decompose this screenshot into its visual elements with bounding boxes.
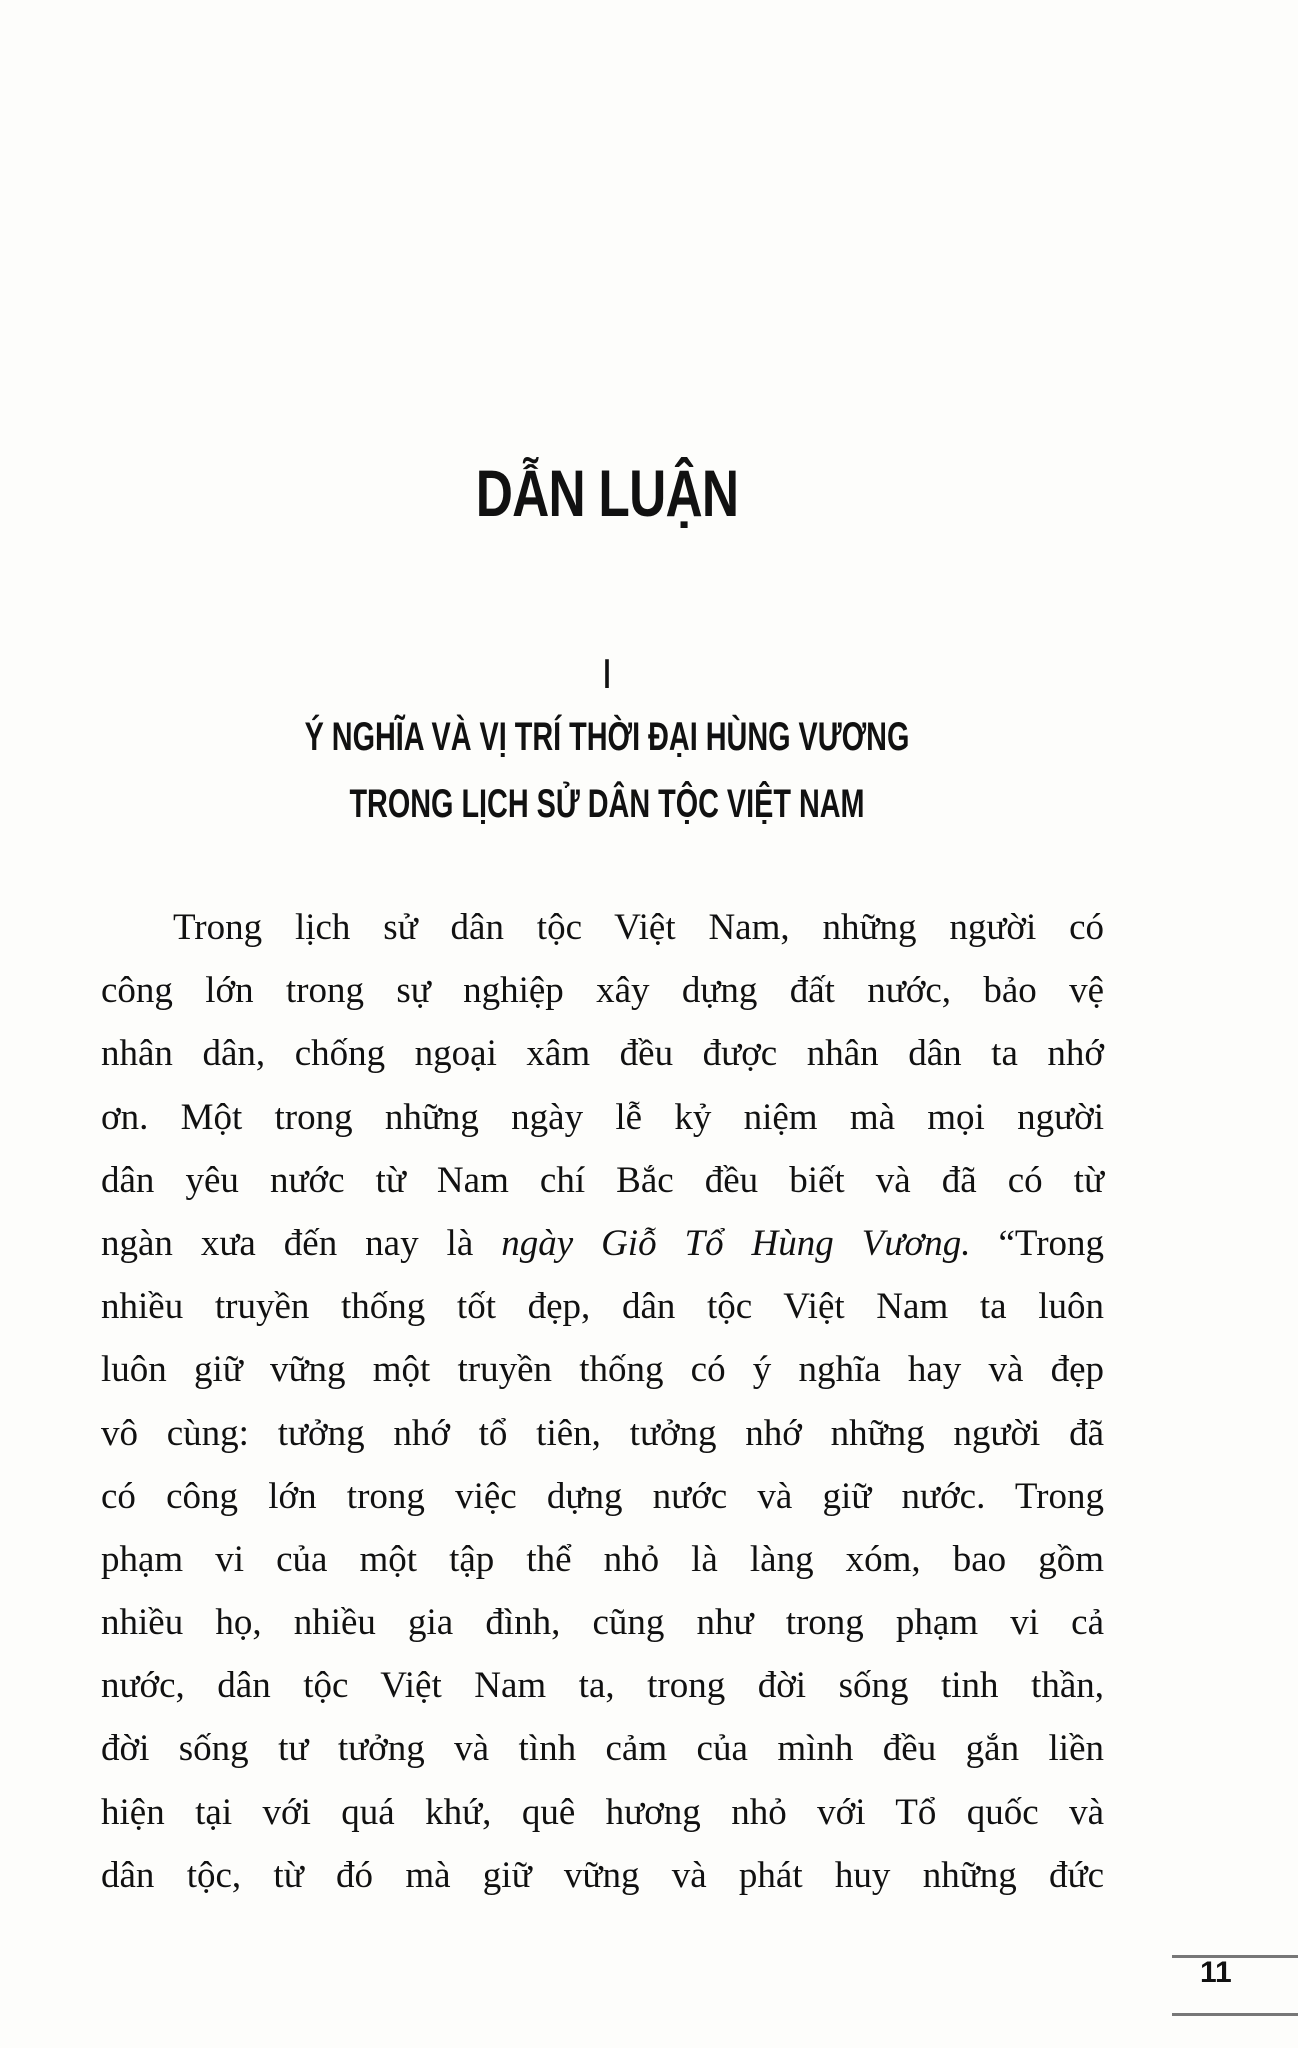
chapter-title: DẪN LUẬN [475, 456, 739, 530]
text-line: phạm vi của một tập thể nhỏ là làng xóm, bao gồm [101, 1538, 1104, 1580]
text-line: nước, dân tộc Việt Nam ta, trong đời sống tinh thần, [101, 1665, 1104, 1707]
text-line: luôn giữ vững một truyền thống có ý nghĩa hay và đẹp [101, 1349, 1104, 1391]
text-line: hiện tại với quá khứ, quê hương nhỏ với Tổ quốc và [101, 1791, 1104, 1833]
text-line: nhiều họ, nhiều gia đình, cũng như trong phạm vi cả [101, 1602, 1104, 1644]
text-line: nhiều truyền thống tốt đẹp, dân tộc Việt Nam ta luôn [101, 1286, 1104, 1328]
text-line: vô cùng: tưởng nhớ tổ tiên, tưởng nhớ những người đã [101, 1412, 1104, 1454]
section-heading-line-1: Ý NGHĨA VÀ VỊ TRÍ THỜI ĐẠI HÙNG VƯƠNG [304, 715, 910, 759]
page-number: 11 [1200, 1956, 1232, 1989]
text-line: dân tộc, từ đó mà giữ vững và phát huy những đức [101, 1854, 1104, 1896]
text-line: ngàn xưa đến nay là ngày Giỗ Tổ Hùng Vương. “Trong [101, 1222, 1105, 1264]
page-number-top-rule [1172, 1955, 1298, 1958]
text-line: dân yêu nước từ Nam chí Bắc đều biết và đã có từ [101, 1159, 1104, 1201]
text-line: Trong lịch sử dân tộc Việt Nam, những người có [173, 907, 1104, 948]
page-number-bottom-rule [1172, 2013, 1298, 2016]
text-line: đời sống tư tưởng và tình cảm của mình đều gắn liền [101, 1728, 1104, 1770]
body-text [101, 896, 1104, 1907]
text-line: ơn. Một trong những ngày lễ kỷ niệm mà mọi người [101, 1096, 1104, 1138]
text-line: công lớn trong sự nghiệp xây dựng đất nước, bảo vệ [101, 970, 1104, 1012]
italic-phrase: ngày Giỗ Tổ Hùng Vương. [501, 1222, 971, 1264]
text-line: nhân dân, chống ngoại xâm đều được nhân dân ta nhớ [101, 1033, 1104, 1075]
text-line: có công lớn trong việc dựng nước và giữ nước. Trong [101, 1475, 1104, 1517]
section-heading-line-2: TRONG LỊCH SỬ DÂN TỘC VIỆT NAM [349, 782, 865, 826]
section-number: I [603, 650, 611, 697]
